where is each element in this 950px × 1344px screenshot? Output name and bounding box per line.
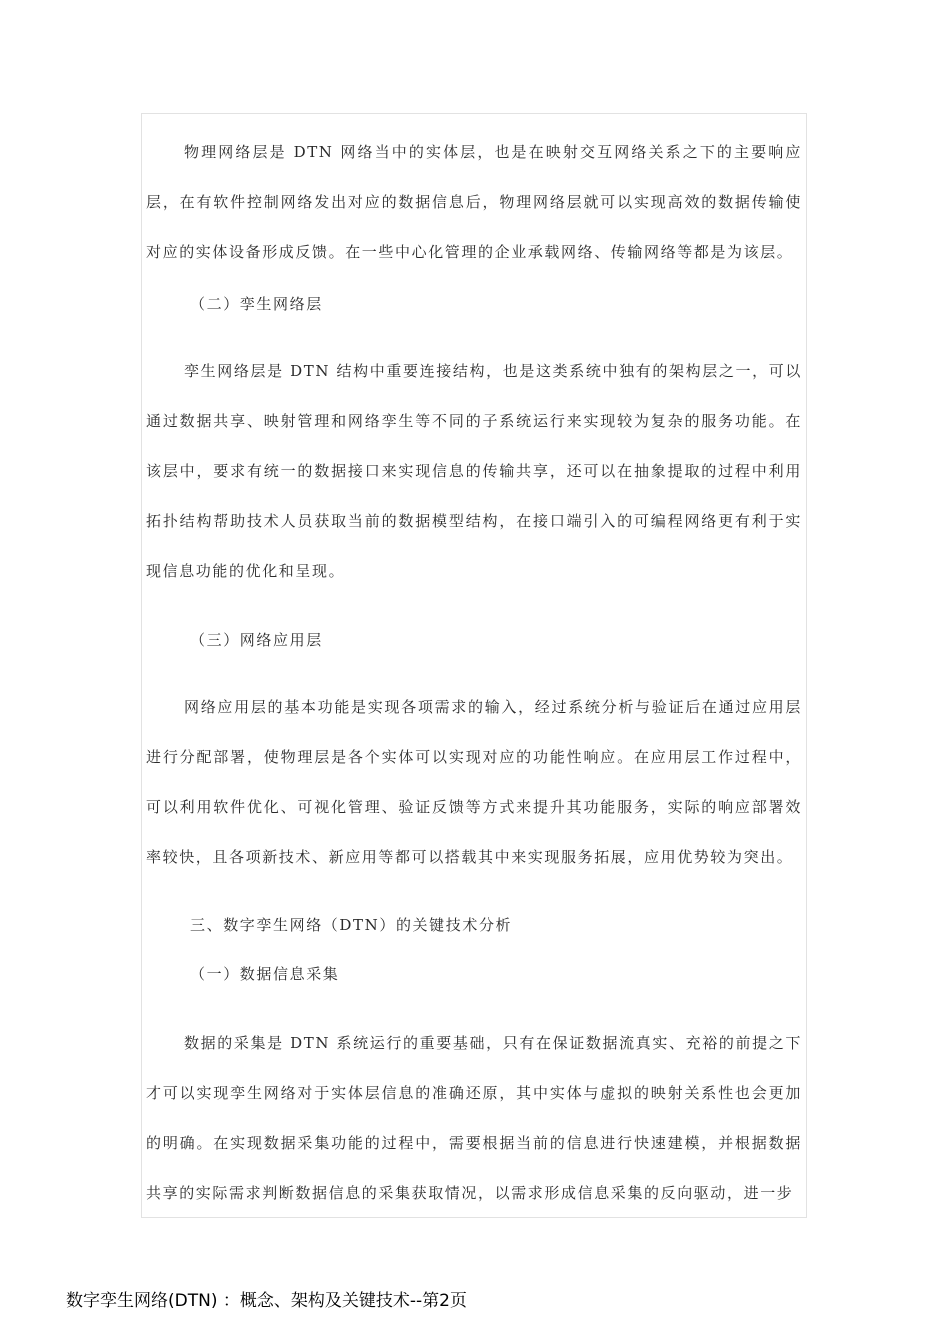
section-heading: （一）数据信息采集	[190, 965, 340, 983]
paragraph-physical-layer	[146, 127, 802, 277]
paragraph-text: 孪生网络层是 DTN 结构中重要连接结构，也是这类系统中独有的架构层之一，可以通过数据共享、映射管理和网络孪生等不同的子系统运行来实现较为复杂的服务功能。在该层中，要求有统一的数据接口来实现信息的传输共享，还可以在抽象提取的过程中利用拓扑结构帮助技术人员获取当前的数据模型结构，在接口端引入的可编程网络更有利于实现信息功能的优化和呈现。	[146, 362, 802, 580]
page-footer-title: 数字孪生网络(DTN) ：概念、架构及关键技术--第2页	[66, 1291, 467, 1311]
paragraph-data-collection	[146, 1018, 802, 1218]
paragraph-text: 物理网络层是 DTN 网络当中的实体层，也是在映射交互网络关系之下的主要响应层，在有软件控制网络发出对应的数据信息后，物理网络层就可以实现高效的数据传输使对应的实体设备形成反馈。在一些中心化管理的企业承载网络、传输网络等都是为该层。	[146, 143, 802, 261]
heading-twin-network-layer	[146, 292, 802, 316]
heading-data-collection	[146, 962, 802, 986]
section-heading: （二）孪生网络层	[190, 295, 323, 313]
paragraph-text: 数据的采集是 DTN 系统运行的重要基础，只有在保证数据流真实、充裕的前提之下才可以实现孪生网络对于实体层信息的准确还原，其中实体与虚拟的映射关系性也会更加的明确。在实现数据采集功能的过程中，需要根据当前的信息进行快速建模，并根据数据共享的实际需求判断数据信息的采集获取情况，以需求形成信息采集的反向驱动，进一步	[146, 1034, 802, 1202]
paragraph-application-layer	[146, 682, 802, 882]
document-page	[141, 113, 807, 1218]
paragraph-twin-layer	[146, 346, 802, 596]
paragraph-text: 网络应用层的基本功能是实现各项需求的输入，经过系统分析与验证后在通过应用层进行分配部署，使物理层是各个实体可以实现对应的功能性响应。在应用层工作过程中，可以利用软件优化、可视化管理、验证反馈等方式来提升其功能服务，实际的响应部署效率较快，且各项新技术、新应用等都可以搭载其中来实现服务拓展，应用优势较为突出。	[146, 698, 802, 866]
heading-key-technologies	[146, 913, 802, 937]
section-heading: （三）网络应用层	[190, 631, 323, 649]
heading-application-layer	[146, 628, 802, 652]
section-heading: 三、数字孪生网络（DTN）的关键技术分析	[190, 916, 513, 934]
